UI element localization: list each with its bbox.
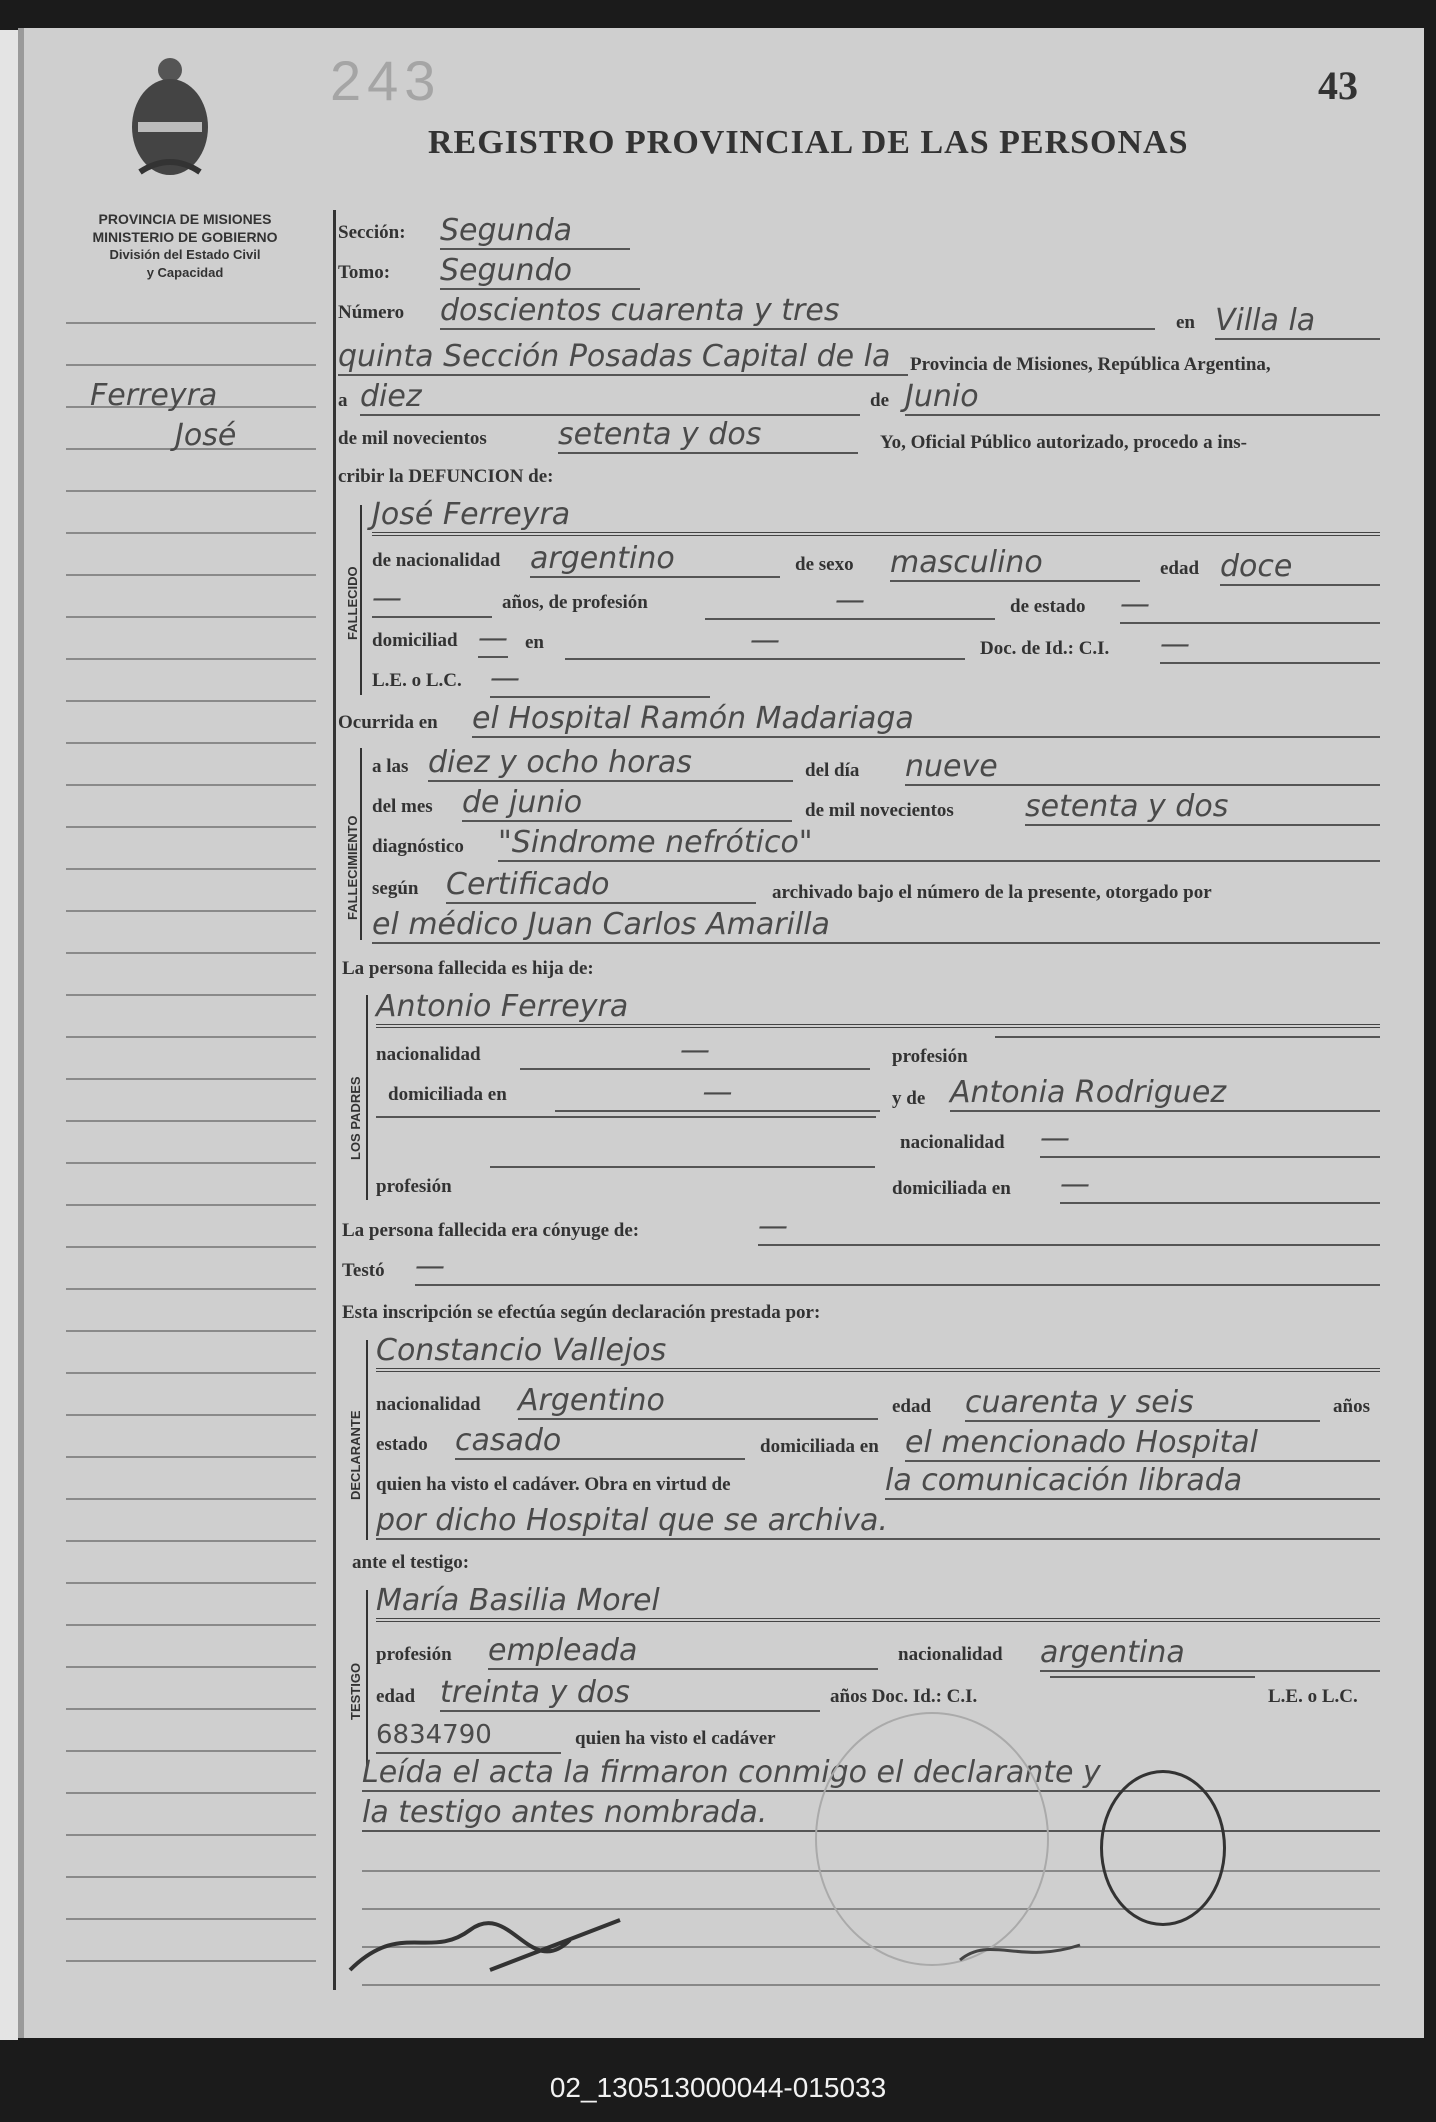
field-padre-profesion[interactable] (995, 1036, 1380, 1038)
field-madre-nacionalidad[interactable]: — (1040, 1122, 1380, 1158)
margin-ruled-line (66, 1162, 316, 1164)
org-province: PROVINCIA DE MISIONES (98, 211, 272, 227)
field-testigo[interactable]: María Basilia Morel (376, 1584, 1380, 1622)
label-a-las: a las (372, 756, 409, 777)
margin-ruled-line (66, 742, 316, 744)
margin-ruled-line (66, 910, 316, 912)
field-domicilio-pre[interactable]: — (478, 621, 508, 656)
label-padre-profesion: profesión (892, 1046, 968, 1067)
fallecido-bracket (360, 505, 362, 695)
label-de-estado: de estado (1010, 596, 1086, 617)
field-test-ci-blank[interactable] (1050, 1676, 1255, 1678)
margin-ruled-line (66, 658, 316, 660)
label-y-de: y de (892, 1088, 926, 1109)
field-obra-2[interactable]: por dicho Hospital que se archiva. (376, 1504, 1380, 1540)
margin-ruled-line (66, 1960, 316, 1962)
official-stamp (815, 1712, 1049, 1966)
margin-ruled-line (66, 532, 316, 534)
label-de-mil-novecientos-2: de mil novecientos (805, 800, 954, 821)
field-obra-1[interactable]: la comunicación librada (885, 1464, 1380, 1500)
margin-ruled-line (66, 868, 316, 870)
label-test-profesion: profesión (376, 1644, 452, 1665)
field-leida-2[interactable]: la testigo antes nombrada. (362, 1796, 1380, 1832)
label-numero: Número (338, 302, 405, 323)
label-hija-de: La persona fallecida es hija de: (342, 958, 594, 979)
field-padres-blank[interactable] (376, 1116, 876, 1118)
margin-ruled-line (66, 1288, 316, 1290)
label-oficial: Yo, Oficial Público autorizado, procedo a ins- (880, 432, 1247, 453)
column-divider (333, 210, 336, 1990)
label-diagnostico: diagnóstico (372, 836, 464, 857)
label-madre-profesion: profesión (376, 1176, 452, 1197)
declarante-bracket (366, 1340, 368, 1540)
field-decl-domicilio[interactable]: el mencionado Hospital (905, 1426, 1380, 1462)
label-madre-nacionalidad: nacionalidad (900, 1132, 1005, 1153)
testigo-signature (950, 1930, 1090, 1970)
margin-ruled-line (66, 1498, 316, 1500)
margin-ruled-line (66, 1078, 316, 1080)
label-del-mes: del mes (372, 796, 433, 817)
field-declarante[interactable]: Constancio Vallejos (376, 1334, 1380, 1372)
field-padre-domicilio[interactable]: — (555, 1076, 880, 1112)
label-nacionalidad: de nacionalidad (372, 550, 501, 571)
field-lugar[interactable]: quinta Sección Posadas Capital de la (338, 340, 908, 376)
field-del-mes[interactable]: de junio (462, 786, 792, 822)
margin-ruled-line (66, 616, 316, 618)
field-testo[interactable]: — (415, 1250, 1380, 1286)
field-anos[interactable]: — (372, 582, 492, 618)
org-division: División del Estado Civil (109, 247, 261, 262)
field-madre-domicilio[interactable]: — (1060, 1168, 1380, 1204)
field-conyuge[interactable]: — (758, 1210, 1380, 1246)
label-ocurrida-en: Ocurrida en (338, 712, 438, 733)
margin-ruled-line (66, 1876, 316, 1878)
page-title: REGISTRO PROVINCIAL DE LAS PERSONAS (428, 124, 1189, 161)
margin-ruled-line (66, 1708, 316, 1710)
field-sexo[interactable]: masculino (890, 546, 1140, 582)
field-test-nacionalidad[interactable]: argentina (1040, 1636, 1380, 1672)
field-decl-nacionalidad[interactable]: Argentino (518, 1384, 878, 1420)
field-en[interactable]: Villa la (1215, 304, 1380, 340)
label-ante-testigo: ante el testigo: (352, 1552, 470, 1573)
field-nacionalidad[interactable]: argentino (530, 542, 780, 578)
fallecimiento-bracket (360, 748, 362, 940)
field-padre[interactable]: Antonio Ferreyra (376, 990, 1380, 1028)
label-decl-nacionalidad: nacionalidad (376, 1394, 481, 1415)
side-label-declarante: DECLARANTE (348, 1410, 363, 1500)
margin-ruled-line (66, 1456, 316, 1458)
margin-ruled-line (66, 784, 316, 786)
label-padre-nacionalidad: nacionalidad (376, 1044, 481, 1065)
margin-ruled-line (66, 1330, 316, 1332)
field-mes[interactable]: Junio (905, 380, 1380, 416)
side-label-fallecido: FALLECIDO (345, 566, 360, 640)
margin-ruled-line (66, 1372, 316, 1374)
margin-ruled-line (66, 1750, 316, 1752)
field-a-las[interactable]: diez y ocho horas (428, 746, 793, 782)
margin-given-name: José (175, 418, 237, 453)
label-de: de (870, 390, 889, 411)
field-test-edad[interactable]: treinta y dos (440, 1676, 820, 1712)
label-test-nacionalidad: nacionalidad (898, 1644, 1003, 1665)
label-le-lc: L.E. o L.C. (372, 670, 462, 691)
label-inscripcion: Esta inscripción se efectúa según declaración prestada por: (342, 1302, 821, 1323)
margin-ruled-line (66, 1120, 316, 1122)
label-decl-estado: estado (376, 1434, 428, 1455)
field-anio-2[interactable]: setenta y dos (1025, 790, 1380, 826)
side-label-padres: LOS PADRES (348, 1076, 363, 1160)
field-anio[interactable]: setenta y dos (558, 418, 858, 454)
testigo-bracket (366, 1590, 368, 1765)
margin-ruled-line (66, 826, 316, 828)
margin-ruled-line (66, 700, 316, 702)
declarante-signature (340, 1900, 640, 1990)
field-segun[interactable]: Certificado (446, 868, 756, 904)
label-test-edad: edad (376, 1686, 416, 1707)
org-capacity: y Capacidad (146, 265, 224, 280)
label-de-mil-novecientos: de mil novecientos (338, 428, 487, 449)
label-madre-domiciliada: domiciliada en (892, 1178, 1011, 1199)
margin-ruled-line (66, 574, 316, 576)
label-doc-id: Doc. de Id.: C.I. (980, 638, 1110, 659)
margin-ruled-line (66, 1666, 316, 1668)
field-nombre-fallecido[interactable]: José Ferreyra (372, 498, 1380, 536)
label-testo: Testó (342, 1260, 385, 1281)
label-anos-profesion: años, de profesión (502, 592, 648, 613)
label-test-doc: años Doc. Id.: C.I. (830, 1686, 978, 1707)
field-numero[interactable]: doscientos cuarenta y tres (440, 294, 1155, 330)
field-dia[interactable]: diez (360, 380, 860, 416)
margin-ruled-line (66, 364, 316, 366)
field-edad[interactable]: doce (1220, 550, 1380, 586)
field-tomo[interactable]: Segundo (440, 254, 640, 290)
margin-ruled-line (66, 952, 316, 954)
label-decl-anos: años (1333, 1396, 1370, 1417)
org-ministry: MINISTERIO DE GOBIERNO (92, 229, 278, 245)
margin-column (66, 322, 316, 1982)
label-tomo: Tomo: (338, 262, 391, 283)
label-padre-domiciliada: domiciliada en (388, 1084, 507, 1105)
margin-ruled-line (66, 1834, 316, 1836)
label-inscribir: cribir la DEFUNCION de: (338, 466, 554, 487)
issuing-organization (50, 210, 320, 282)
margin-ruled-line (66, 1246, 316, 1248)
margin-ruled-line (66, 1918, 316, 1920)
margin-ruled-line (66, 1624, 316, 1626)
margin-surname: Ferreyra (90, 378, 218, 413)
field-le-lc[interactable]: — (490, 662, 710, 698)
adjacent-page-edge (0, 30, 18, 2040)
label-en-domicilio: en (525, 632, 544, 653)
margin-ruled-line (66, 490, 316, 492)
field-madre-profesion[interactable] (490, 1166, 875, 1168)
label-edad: edad (1160, 558, 1200, 579)
field-test-profesion[interactable]: empleada (488, 1634, 878, 1670)
label-seccion: Sección: (338, 222, 406, 243)
margin-ruled-line (66, 1036, 316, 1038)
margin-ruled-line (66, 1792, 316, 1794)
field-diagnostico[interactable]: "Sindrome nefrótico" (498, 826, 1380, 862)
margin-ruled-line (66, 994, 316, 996)
label-a: a (338, 390, 348, 411)
field-leida-1[interactable]: Leída el acta la firmaron conmigo el declarante y (362, 1756, 1380, 1792)
label-segun: según (372, 878, 419, 899)
folio-number: 43 (1318, 63, 1358, 108)
field-profesion[interactable]: — (705, 584, 995, 620)
margin-ruled-line (66, 1582, 316, 1584)
side-label-fallecimiento: FALLECIMIENTO (345, 815, 360, 920)
field-seccion[interactable]: Segunda (440, 214, 630, 250)
margin-ruled-line (66, 1414, 316, 1416)
field-del-dia[interactable]: nueve (905, 750, 1380, 786)
field-domicilio[interactable]: — (565, 624, 965, 660)
field-medico[interactable]: el médico Juan Carlos Amarilla (372, 908, 1380, 944)
label-conyuge: La persona fallecida era cónyuge de: (342, 1220, 640, 1241)
field-padre-nacionalidad[interactable]: — (520, 1034, 870, 1070)
field-doc-id[interactable]: — (1160, 628, 1380, 664)
label-provincia: Provincia de Misiones, República Argentina, (910, 354, 1271, 375)
handwritten-record-number: 243 (330, 49, 442, 112)
margin-ruled-line (66, 1540, 316, 1542)
side-label-testigo: TESTIGO (348, 1662, 363, 1720)
margin-ruled-line (66, 1204, 316, 1206)
padres-bracket (366, 995, 368, 1200)
field-madre[interactable]: Antonia Rodriguez (950, 1076, 1380, 1112)
field-decl-edad[interactable]: cuarenta y seis (965, 1386, 1320, 1422)
label-del-dia: del día (805, 760, 860, 781)
circular-signature (1100, 1770, 1226, 1926)
field-decl-estado[interactable]: casado (455, 1424, 745, 1460)
coat-of-arms-icon (120, 52, 220, 182)
margin-ruled-line (66, 322, 316, 324)
label-domiciliad: domiciliad (372, 630, 458, 651)
label-quien-visto-2: quien ha visto el cadáver (575, 1728, 776, 1749)
field-ocurrida-en[interactable]: el Hospital Ramón Madariaga (472, 702, 1380, 738)
field-estado[interactable]: — (1120, 588, 1380, 624)
label-decl-edad: edad (892, 1396, 932, 1417)
field-test-ci[interactable]: 6834790 (376, 1718, 561, 1754)
image-caption: 02_130513000044-015033 (549, 2072, 887, 2103)
label-decl-domiciliada: domiciliada en (760, 1436, 879, 1457)
label-test-le-lc: L.E. o L.C. (1268, 1686, 1358, 1707)
label-sexo: de sexo (795, 554, 854, 575)
label-quien-visto: quien ha visto el cadáver. Obra en virtud de (376, 1474, 731, 1495)
label-en: en (1176, 312, 1195, 333)
label-archivado: archivado bajo el número de la presente, otorgado por (772, 882, 1212, 903)
